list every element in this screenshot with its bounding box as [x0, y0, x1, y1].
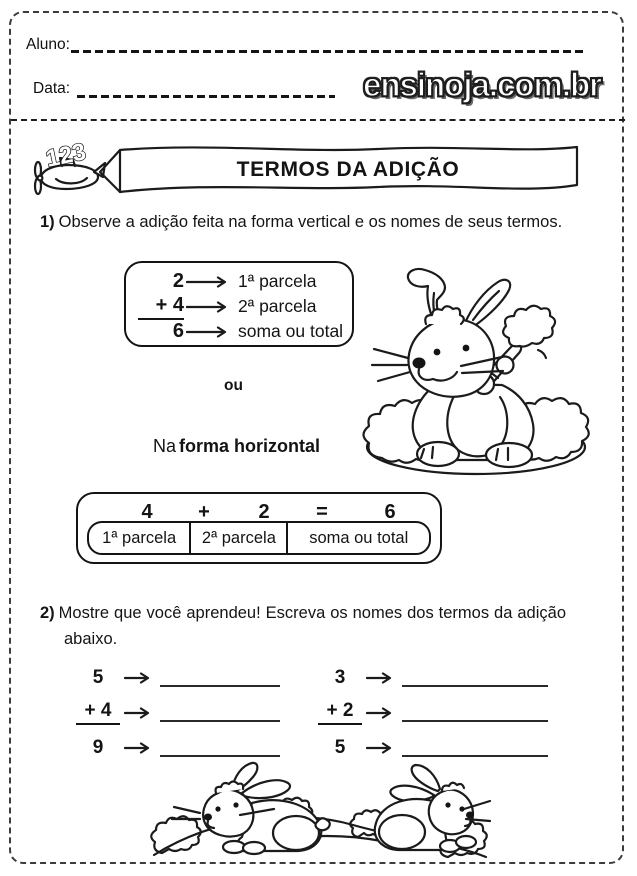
- question-2: [40, 601, 566, 652]
- arrow-icon: [366, 742, 396, 754]
- horizontal-addition-box: [76, 492, 442, 564]
- header-divider: [11, 119, 625, 121]
- rabbits-footer-illustration: [148, 753, 492, 865]
- horizontal-form-caption: [153, 436, 320, 457]
- operand: 9: [92, 736, 104, 758]
- arrow-icon: [124, 707, 154, 719]
- plane-badge-text: 123: [43, 138, 89, 173]
- student-answer-line: [71, 50, 587, 53]
- site-logo: ensinoja.com.br: [362, 66, 602, 103]
- term-label: 2ª parcela: [238, 296, 317, 316]
- exercise-left: [76, 660, 280, 765]
- exercise-row: [76, 660, 280, 695]
- operand-first-parcel: 2: [172, 270, 184, 292]
- question-1: [40, 210, 606, 236]
- arrow-icon: [124, 672, 154, 684]
- banner-title: TERMOS DA ADIÇÃO: [236, 158, 460, 181]
- operand: 5: [334, 736, 346, 758]
- or-text: ou: [224, 377, 243, 394]
- equation-equals: =: [316, 501, 328, 523]
- long-arrow-icon: [186, 301, 232, 313]
- caption-bold: forma horizontal: [179, 436, 321, 456]
- caption-lead: Na: [153, 436, 177, 456]
- question-1-text: Observe a adição feita na forma vertical e os nomes de seus termos.: [58, 213, 563, 231]
- answer-line: [402, 669, 548, 687]
- exercise-right: [318, 660, 548, 765]
- operand: 3: [334, 666, 346, 688]
- addition-row-1: [138, 269, 352, 294]
- date-label: Data:: [33, 80, 71, 97]
- term-label: soma ou total: [238, 321, 344, 341]
- addition-row-2: [138, 294, 352, 319]
- equation-result: 6: [384, 501, 396, 523]
- operand: + 2: [318, 700, 362, 725]
- addition-row-3: [138, 319, 352, 344]
- exercise-row: [318, 695, 548, 730]
- equation-term: 4: [141, 501, 153, 523]
- term-labels-strip: [87, 521, 431, 555]
- equation-operator: +: [198, 501, 210, 523]
- question-2-text: Mostre que você aprendeu! Escreva os nomes dos termos da adição abaixo.: [58, 604, 566, 648]
- plane-icon: [35, 138, 105, 194]
- answer-line: [402, 704, 548, 722]
- answer-line: [160, 669, 280, 687]
- term-label-cell: 1ª parcela: [102, 528, 177, 547]
- arrow-icon: [366, 707, 396, 719]
- rabbit-carrot-illustration: [362, 266, 594, 478]
- term-label: 1ª parcela: [238, 271, 317, 291]
- arrow-icon: [366, 672, 396, 684]
- term-label-cell: 2ª parcela: [189, 523, 286, 553]
- long-arrow-icon: [186, 276, 232, 288]
- long-arrow-icon: [186, 326, 232, 338]
- operand: + 4: [76, 700, 120, 725]
- operand: 5: [92, 666, 104, 688]
- equation-term: 2: [258, 501, 270, 523]
- date-answer-line: [77, 95, 335, 98]
- student-label: Aluno:: [26, 36, 70, 53]
- exercise-row: [76, 695, 280, 730]
- question-2-number: 2): [40, 604, 55, 622]
- rabbit-right: [375, 765, 490, 852]
- question-1-number: 1): [40, 213, 55, 231]
- answer-line: [160, 704, 280, 722]
- operand-second-parcel: + 4: [138, 294, 184, 320]
- term-label-cell: soma ou total: [286, 523, 429, 553]
- operand-sum: 6: [172, 320, 184, 342]
- arrow-icon: [124, 742, 154, 754]
- vertical-addition-box: [124, 261, 354, 347]
- exercise-row: [318, 660, 548, 695]
